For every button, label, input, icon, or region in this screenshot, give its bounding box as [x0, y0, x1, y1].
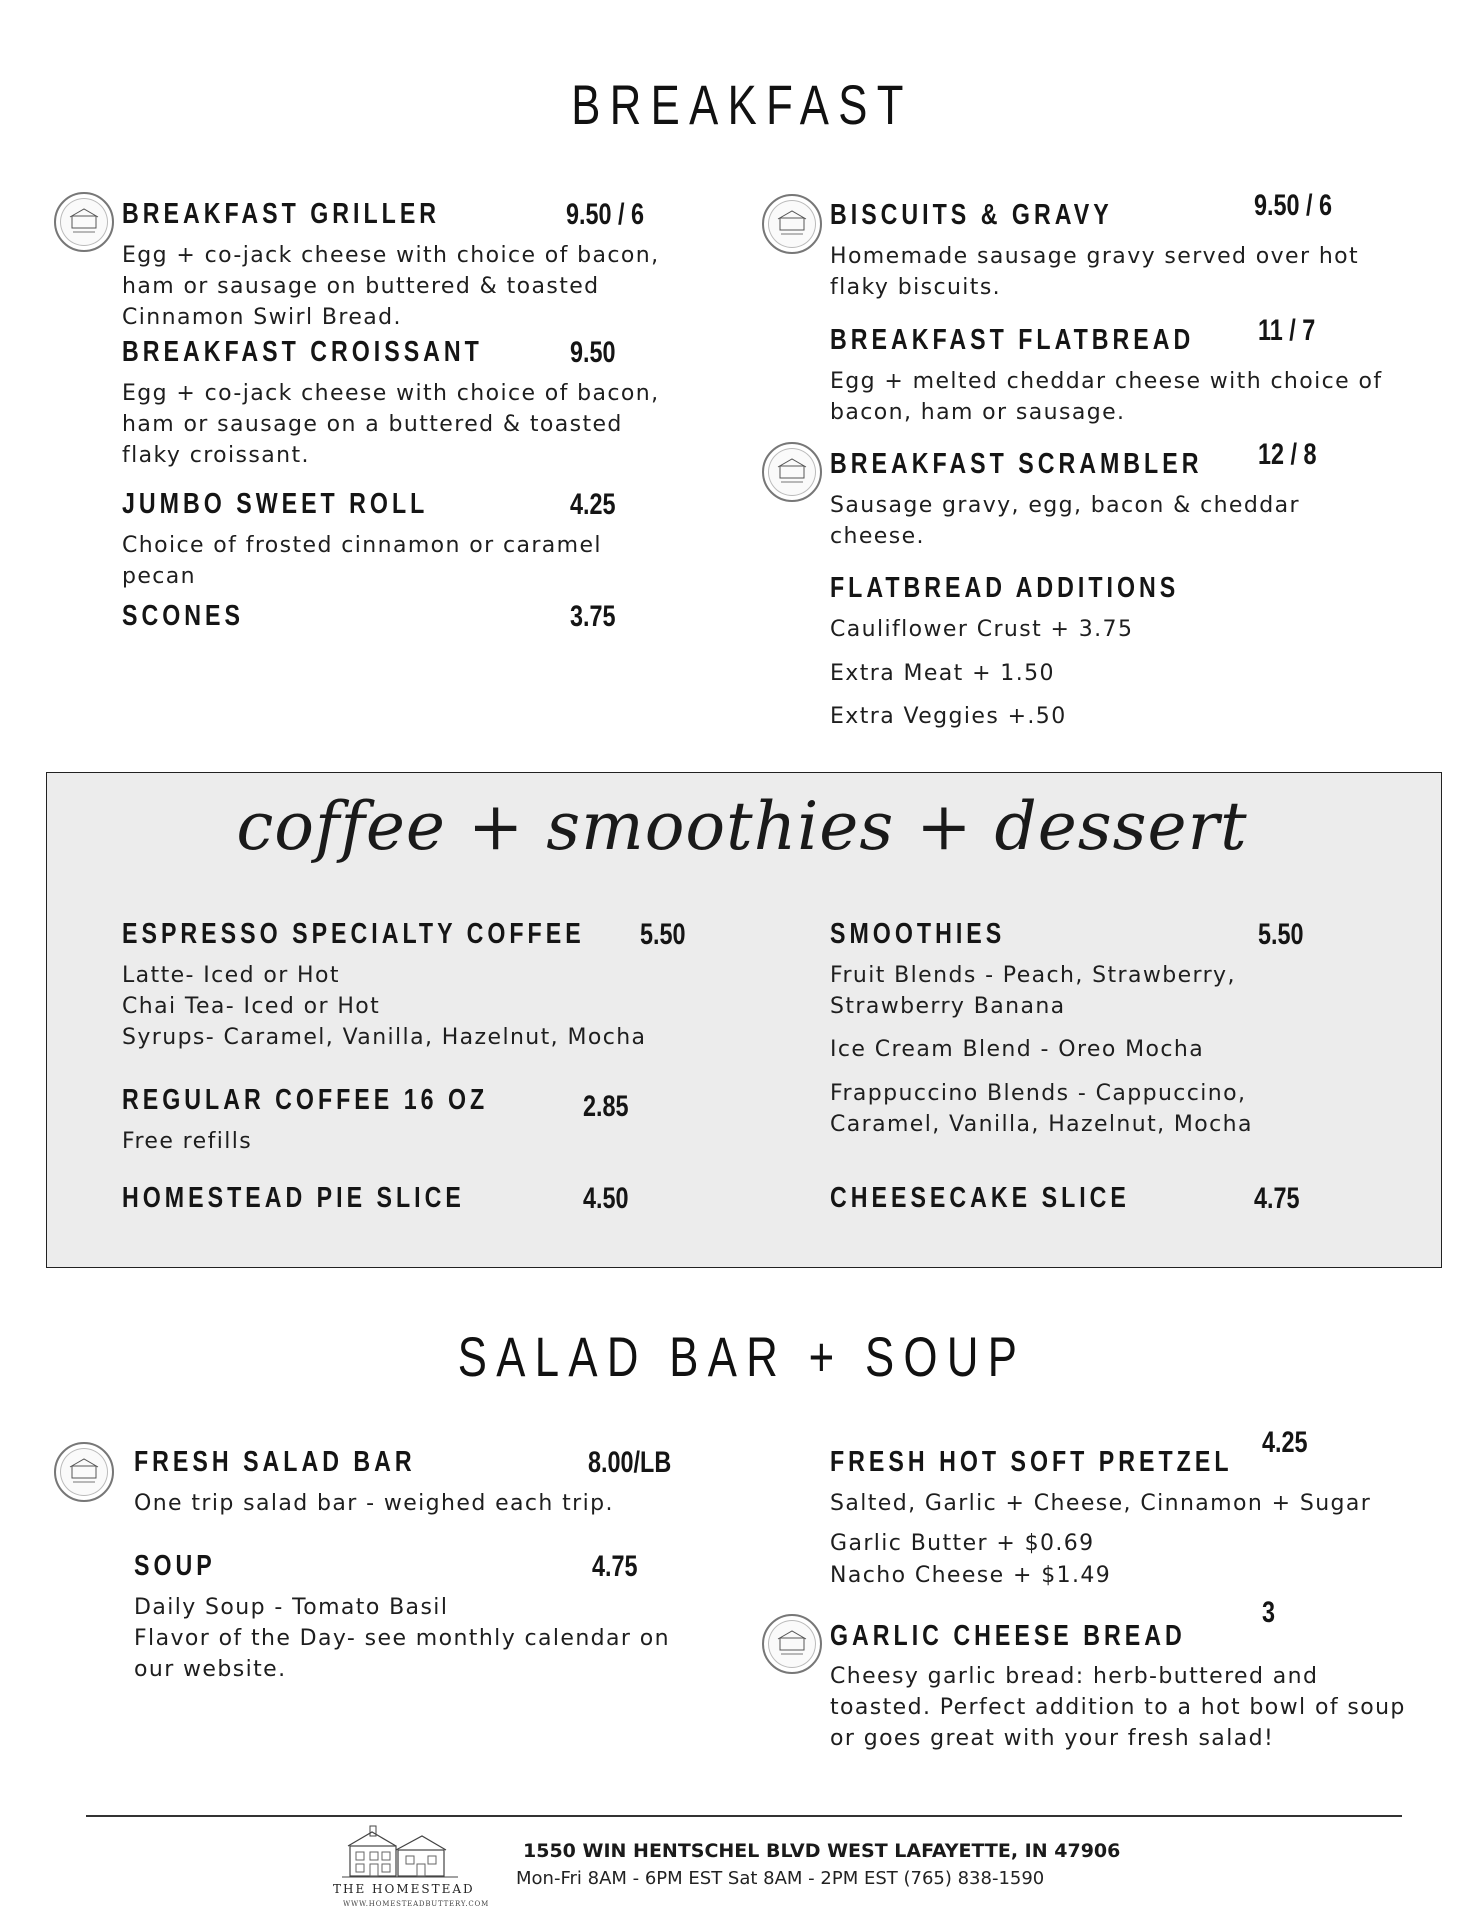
breakfast-croissant-price: 9.50: [570, 336, 616, 369]
breakfast-griller-desc: Egg + co-jack cheese with choice of bacon, ham or sausage on buttered & toasted Cinnamon Swirl Bread.: [122, 243, 660, 330]
breakfast-griller-name: BREAKFAST GRILLER: [122, 198, 441, 230]
scones-price: 3.75: [570, 600, 616, 633]
soft-pretzel-name: FRESH HOT SOFT PRETZEL: [830, 1446, 1233, 1478]
breakfast-heading: BREAKFAST: [571, 73, 913, 136]
breakfast-flatbread-price: 11 / 7: [1258, 314, 1316, 347]
homestead-logo-name: THE HOMESTEAD: [333, 1882, 475, 1896]
breakfast-flatbread-desc: Egg + melted cheddar cheese with choice of bacon, ham or sausage.: [830, 369, 1383, 425]
pie-slice-price: 4.50: [583, 1182, 629, 1215]
fresh-salad-bar-name: FRESH SALAD BAR: [134, 1446, 416, 1478]
fresh-salad-bar-price: 8.00/LB: [588, 1446, 672, 1479]
soup-name: SOUP: [134, 1550, 216, 1582]
soft-pretzel-desc: Salted, Garlic + Cheese, Cinnamon + Sugar: [830, 1491, 1372, 1516]
addition-cauliflower: Cauliflower Crust + 3.75: [830, 617, 1134, 642]
biscuits-gravy-price: 9.50 / 6: [1254, 189, 1333, 222]
soft-pretzel-price: 4.25: [1262, 1426, 1308, 1459]
breakfast-croissant-name: BREAKFAST CROISSANT: [122, 336, 483, 368]
jumbo-sweet-roll-name: JUMBO SWEET ROLL: [122, 488, 429, 520]
homestead-badge-icon: [762, 1614, 822, 1674]
salad-soup-heading: SALAD BAR + SOUP: [457, 1325, 1027, 1388]
espresso-coffee-name: ESPRESSO SPECIALTY COFFEE: [122, 918, 585, 950]
garlic-cheese-bread-name: GARLIC CHEESE BREAD: [830, 1620, 1186, 1652]
footer-divider: [86, 1815, 1402, 1817]
smoothies-name: SMOOTHIES: [830, 918, 1006, 950]
scones-name: SCONES: [122, 600, 244, 632]
biscuits-gravy-name: BISCUITS & GRAVY: [830, 199, 1113, 231]
garlic-cheese-bread-price: 3: [1262, 1596, 1276, 1629]
breakfast-scrambler-name: BREAKFAST SCRAMBLER: [830, 448, 1203, 480]
homestead-badge-icon: [54, 1442, 114, 1502]
breakfast-scrambler-price: 12 / 8: [1258, 438, 1317, 471]
espresso-line-chai: Chai Tea- Iced or Hot: [122, 994, 381, 1019]
pretzel-addon-nacho-cheese: Nacho Cheese + $1.49: [830, 1563, 1112, 1588]
soup-price: 4.75: [592, 1550, 638, 1583]
fresh-salad-bar-desc: One trip salad bar - weighed each trip.: [134, 1491, 614, 1516]
soup-daily: Daily Soup - Tomato Basil: [134, 1595, 449, 1620]
homestead-badge-icon: [54, 192, 114, 252]
footer-hours: Mon-Fri 8AM - 6PM EST Sat 8AM - 2PM EST (765) 838-1590: [516, 1868, 1045, 1889]
cheesecake-slice-name: CHEESECAKE SLICE: [830, 1182, 1130, 1214]
smoothies-fruit-blends: Fruit Blends - Peach, Strawberry, Strawberry Banana: [830, 963, 1236, 1019]
pretzel-addon-garlic-butter: Garlic Butter + $0.69: [830, 1531, 1095, 1556]
homestead-badge-icon: [762, 194, 822, 254]
espresso-line-latte: Latte- Iced or Hot: [122, 963, 340, 988]
regular-coffee-desc: Free refills: [122, 1129, 253, 1154]
soup-flavor-of-day: Flavor of the Day- see monthly calendar on our website.: [134, 1626, 670, 1682]
smoothies-frappuccino-blends: Frappuccino Blends - Cappuccino, Caramel, Vanilla, Hazelnut, Mocha: [830, 1081, 1253, 1137]
breakfast-scrambler-desc: Sausage gravy, egg, bacon & cheddar cheese.: [830, 493, 1300, 549]
jumbo-sweet-roll-desc: Choice of frosted cinnamon or caramel pecan: [122, 533, 602, 589]
breakfast-flatbread-name: BREAKFAST FLATBREAD: [830, 324, 1195, 356]
smoothies-price: 5.50: [1258, 918, 1304, 951]
pie-slice-name: HOMESTEAD PIE SLICE: [122, 1182, 465, 1214]
homestead-badge-icon: [762, 442, 822, 502]
footer-address: 1550 WIN HENTSCHEL BLVD WEST LAFAYETTE, IN 47906: [523, 1840, 1121, 1862]
homestead-logo-url: WWW.HOMESTEADBUTTERY.COM: [343, 1900, 490, 1908]
regular-coffee-name: REGULAR COFFEE 16 OZ: [122, 1084, 489, 1116]
biscuits-gravy-desc: Homemade sausage gravy served over hot flaky biscuits.: [830, 244, 1360, 300]
espresso-coffee-price: 5.50: [640, 918, 686, 951]
garlic-cheese-bread-desc: Cheesy garlic bread: herb-buttered and toasted. Perfect addition to a hot bowl of soup or goes great with your fresh salad!: [830, 1664, 1406, 1751]
addition-meat: Extra Meat + 1.50: [830, 661, 1055, 686]
coffee-script-heading: coffee + smoothies + dessert: [236, 788, 1248, 865]
cheesecake-slice-price: 4.75: [1254, 1182, 1300, 1215]
smoothies-ice-cream-blend: Ice Cream Blend - Oreo Mocha: [830, 1037, 1205, 1062]
regular-coffee-price: 2.85: [583, 1090, 629, 1123]
flatbread-additions-name: FLATBREAD ADDITIONS: [830, 572, 1180, 604]
homestead-house-logo-icon: [342, 1822, 462, 1884]
addition-veggies: Extra Veggies +.50: [830, 704, 1067, 729]
breakfast-griller-price: 9.50 / 6: [566, 198, 645, 231]
jumbo-sweet-roll-price: 4.25: [570, 488, 616, 521]
espresso-line-syrups: Syrups- Caramel, Vanilla, Hazelnut, Mocha: [122, 1025, 647, 1050]
breakfast-croissant-desc: Egg + co-jack cheese with choice of bacon, ham or sausage on a buttered & toasted flaky croissant.: [122, 381, 660, 468]
